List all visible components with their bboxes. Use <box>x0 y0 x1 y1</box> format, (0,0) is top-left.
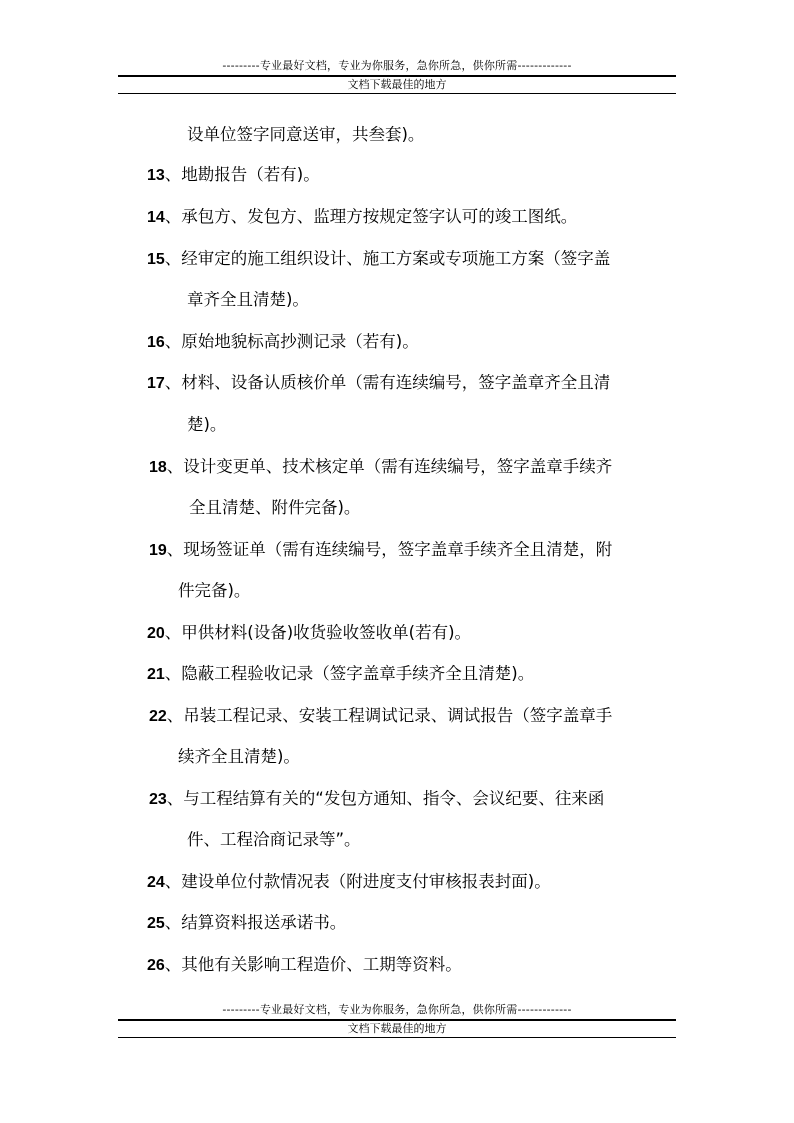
header-tagline: ---------专业最好文档，专业为你服务，急你所急，供你所需------------- <box>222 59 572 72</box>
list-item-continuation: 全且清楚、附件完备)。 <box>189 498 361 517</box>
list-item-continuation: 续齐全且清楚)。 <box>178 747 300 766</box>
list-item: 23、与工程结算有关的“发包方通知、指令、会议纪要、往来函 <box>149 789 605 808</box>
list-item: 21、隐蔽工程验收记录（签字盖章手续齐全且清楚)。 <box>147 664 535 683</box>
list-item: 26、其他有关影响工程造价、工期等资料。 <box>147 955 462 974</box>
list-item: 19、现场签证单（需有连续编号，签字盖章手续齐全且清楚，附 <box>149 540 613 559</box>
list-item-continuation: 件、工程洽商记录等”。 <box>187 830 361 849</box>
list-item: 13、地勘报告（若有)。 <box>147 165 320 184</box>
list-item: 25、结算资料报送承诺书。 <box>147 913 347 932</box>
page-header <box>118 59 676 94</box>
header-subtitle: 文档下载最佳的地方 <box>347 78 447 91</box>
list-item: 18、设计变更单、技术核定单（需有连续编号，签字盖章手续齐 <box>149 457 613 476</box>
list-item: 17、材料、设备认质核价单（需有连续编号，签字盖章齐全且清 <box>147 373 611 392</box>
list-item: 15、经审定的施工组织设计、施工方案或专项施工方案（签字盖 <box>147 249 611 268</box>
list-item: 20、甲供材料(设备)收货验收签收单(若有)。 <box>147 623 472 642</box>
list-item-continuation: 件完备)。 <box>178 581 251 600</box>
page-footer <box>118 1003 676 1038</box>
header-divider-thin <box>118 93 676 94</box>
list-item: 24、建设单位付款情况表（附进度支付审核报表封面)。 <box>147 872 551 891</box>
list-item-continuation: 设单位签字同意送审，共叁套)。 <box>187 125 425 144</box>
list-item: 14、承包方、发包方、监理方按规定签字认可的竣工图纸。 <box>147 207 578 226</box>
footer-subtitle: 文档下载最佳的地方 <box>347 1022 447 1035</box>
footer-divider-thin <box>118 1037 676 1038</box>
list-item: 22、吊装工程记录、安装工程调试记录、调试报告（签字盖章手 <box>149 706 613 725</box>
list-item-continuation: 章齐全且清楚)。 <box>187 290 309 309</box>
list-item: 16、原始地貌标高抄测记录（若有)。 <box>147 332 419 351</box>
footer-tagline: ---------专业最好文档，专业为你服务，急你所急，供你所需------------- <box>222 1003 572 1016</box>
list-item-continuation: 楚)。 <box>187 415 227 434</box>
